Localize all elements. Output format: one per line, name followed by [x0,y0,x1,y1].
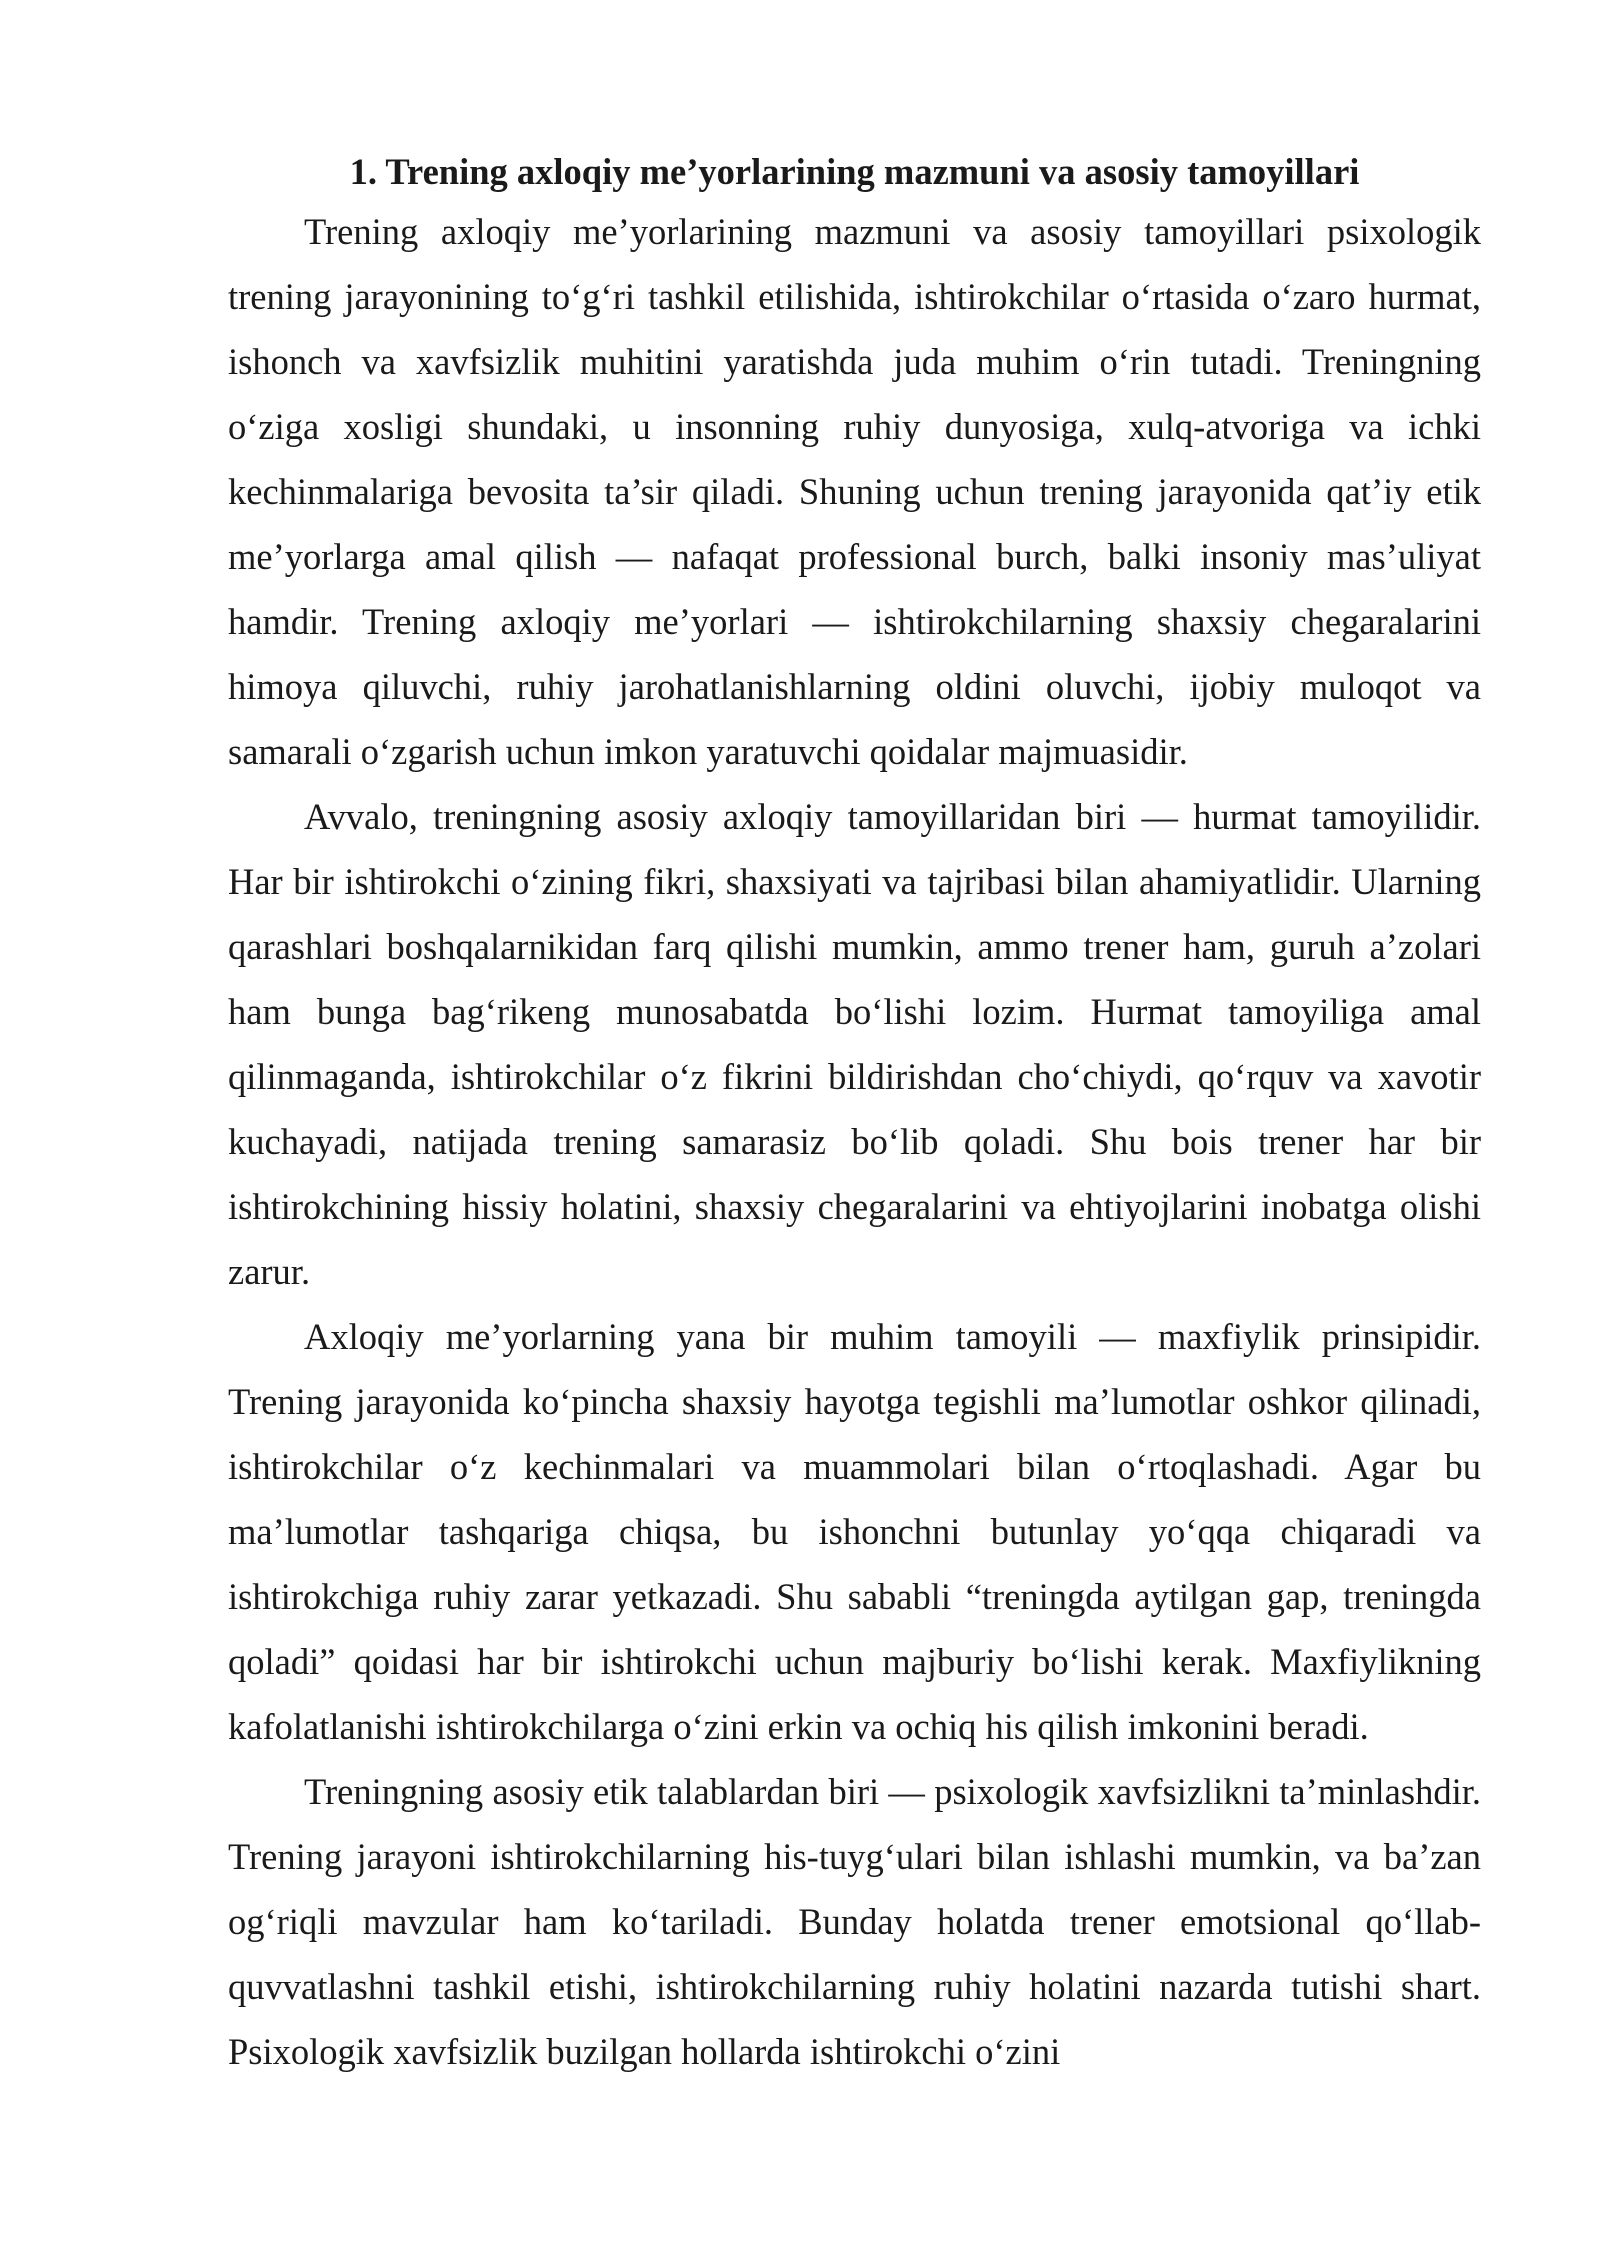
paragraph-psychological-safety: Treningning asosiy etik talablardan biri — psixologik xavfsizlikni ta’minlashdir. Trening jarayoni ishtirokchilarning his-tuyg‘ulari bilan ishlashi mumkin, va ba’zan og‘riqli mavzular ham ko‘tariladi. Bunday holatda trener emotsional qo‘llab-quvvatlashni tashkil etishi, ishtirokchilarning ruhiy holatini nazarda tutishi shart. Psixologik xavfsizlik buzilgan hollarda ishtirokchi o‘zini [228,1771,1481,2072]
section-heading: 1. Trening axloqiy me’yorlarining mazmuni va asosiy tamoyillari [349,151,1360,192]
document-body [228,145,1481,2084]
paragraph-intro: Trening axloqiy me’yorlarining mazmuni va asosiy tamoyillari psixologik trening jarayonining to‘g‘ri tashkil etilishida, ishtirokchilar o‘rtasida o‘zaro hurmat, ishonch va xavfsizlik muhitini yaratishda juda muhim o‘rin tutadi. Treningning o‘ziga xosligi shundaki, u insonning ruhiy dunyosiga, xulq-atvoriga va ichki kechinmalariga bevosita ta’sir qiladi. Shuning uchun trening jarayonida qat’iy etik me’yorlarga amal qilish — nafaqat professional burch, balki insoniy mas’uliyat hamdir. Trening axloqiy me’yorlari — ishtirokchilarning shaxsiy chegaralarini himoya qiluvchi, ruhiy jarohatlanishlarning oldini oluvchi, ijobiy muloqot va samarali o‘zgarish uchun imkon yaratuvchi qoidalar majmuasidir. [228,211,1481,772]
paragraph-respect: Avvalo, treningning asosiy axloqiy tamoyillaridan biri — hurmat tamoyilidir. Har bir ishtirokchi o‘zining fikri, shaxsiyati va tajribasi bilan ahamiyatlidir. Ularning qarashlari boshqalarnikidan farq qilishi mumkin, ammo trener ham, guruh a’zolari ham bunga bag‘rikeng munosabatda bo‘lishi lozim. Hurmat tamoyiliga amal qilinmaganda, ishtirokchilar o‘z fikrini bildirishdan cho‘chiydi, qo‘rquv va xavotir kuchayadi, natijada trening samarasiz bo‘lib qoladi. Shu bois trener har bir ishtirokchining hissiy holatini, shaxsiy chegaralarini va ehtiyojlarini inobatga olishi zarur. [228,796,1481,1292]
paragraph-confidentiality: Axloqiy me’yorlarning yana bir muhim tamoyili — maxfiylik prinsipidir. Trening jarayonida ko‘pincha shaxsiy hayotga tegishli ma’lumotlar oshkor qilinadi, ishtirokchilar o‘z kechinmalari va muammolari bilan o‘rtoqlashadi. Agar bu ma’lumotlar tashqariga chiqsa, bu ishonchni butunlay yo‘qqa chiqaradi va ishtirokchiga ruhiy zarar yetkazadi. Shu sababli “treningda aytilgan gap, treningda qoladi” qoidasi har bir ishtirokchi uchun majburiy bo‘lishi kerak. Maxfiylikning kafolatlanishi ishtirokchilarga o‘zini erkin va ochiq his qilish imkonini beradi. [228,1316,1481,1747]
